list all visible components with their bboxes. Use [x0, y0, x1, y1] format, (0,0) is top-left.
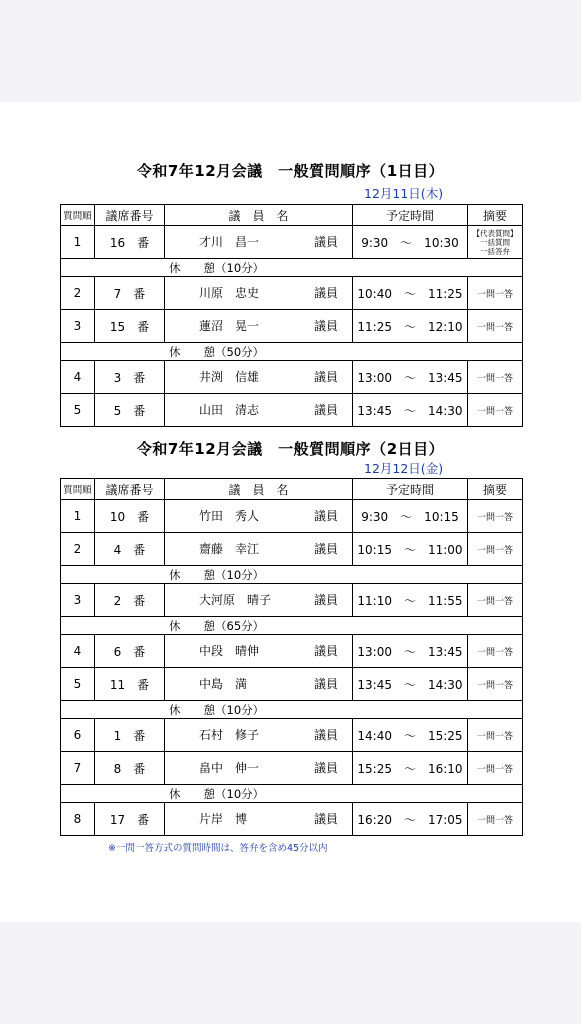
- table-row: [61, 719, 523, 752]
- time-cell: 13:45 〜 14:30: [353, 668, 468, 701]
- member-name: 川原 忠史: [199, 286, 260, 300]
- member-title: 議員: [313, 235, 338, 249]
- seat-cell: 10 番: [95, 500, 165, 533]
- member-title: 議員: [313, 812, 338, 826]
- member-name: 中段 晴伸: [199, 644, 260, 658]
- summary-cell: 一問一答: [468, 803, 523, 836]
- member-name: 畠中 伸一: [199, 761, 260, 775]
- seat-cell: 11 番: [95, 668, 165, 701]
- member-cell: [165, 226, 353, 259]
- member-cell: [165, 752, 353, 785]
- order-cell: 6: [61, 719, 95, 752]
- header-order: 質問順: [61, 205, 95, 226]
- header-summary: 摘要: [468, 205, 523, 226]
- header-seat: 議席番号: [95, 479, 165, 500]
- member-title: 議員: [313, 593, 338, 607]
- member-name: 井渕 信雄: [199, 370, 260, 384]
- seat-cell: 6 番: [95, 635, 165, 668]
- member-title: 議員: [313, 286, 338, 300]
- summary-cell: 【代表質問】 一括質問 一括答弁: [468, 226, 523, 259]
- summary-cell: 一問一答: [468, 361, 523, 394]
- break-row: [61, 701, 523, 719]
- table-row: [61, 752, 523, 785]
- break-row: [61, 785, 523, 803]
- break-row: [61, 259, 523, 277]
- table-row: [61, 394, 523, 427]
- table-row: [61, 310, 523, 343]
- table-row: [61, 668, 523, 701]
- member-cell: [165, 668, 353, 701]
- order-cell: 3: [61, 310, 95, 343]
- seat-cell: 2 番: [95, 584, 165, 617]
- time-cell: 11:10 〜 11:55: [353, 584, 468, 617]
- break-cell: [61, 259, 523, 277]
- member-cell: [165, 719, 353, 752]
- member-title: 議員: [313, 728, 338, 742]
- time-cell: 11:25 〜 12:10: [353, 310, 468, 343]
- member-title: 議員: [313, 370, 338, 384]
- member-title: 議員: [313, 761, 338, 775]
- member-cell: [165, 277, 353, 310]
- member-title: 議員: [313, 644, 338, 658]
- time-cell: 13:00 〜 13:45: [353, 361, 468, 394]
- order-cell: 2: [61, 277, 95, 310]
- break-label: 休 憩（10分）: [169, 786, 265, 801]
- day2-schedule-table: [60, 478, 523, 836]
- summary-cell: 一問一答: [468, 533, 523, 566]
- break-cell: [61, 785, 523, 803]
- time-cell: 13:45 〜 14:30: [353, 394, 468, 427]
- order-cell: 7: [61, 752, 95, 785]
- time-cell: 9:30 〜 10:30: [353, 226, 468, 259]
- member-name: 蓮沼 晃一: [199, 319, 260, 333]
- time-cell: 15:25 〜 16:10: [353, 752, 468, 785]
- break-label: 休 憩（10分）: [169, 702, 265, 717]
- summary-cell: 一問一答: [468, 584, 523, 617]
- summary-cell: 一問一答: [468, 277, 523, 310]
- member-name: 竹田 秀人: [199, 509, 260, 523]
- seat-cell: 5 番: [95, 394, 165, 427]
- break-label: 休 憩（50分）: [169, 344, 265, 359]
- footnote: ※一問一答方式の質問時間は、答弁を含め45分以内: [108, 843, 328, 854]
- break-label: 休 憩（10分）: [169, 567, 265, 582]
- member-name: 中島 満: [199, 677, 248, 691]
- member-title: 議員: [313, 319, 338, 333]
- break-row: [61, 566, 523, 584]
- member-name: 石村 修子: [199, 728, 260, 742]
- member-cell: [165, 584, 353, 617]
- member-cell: [165, 635, 353, 668]
- member-title: 議員: [313, 403, 338, 417]
- member-cell: [165, 500, 353, 533]
- order-cell: 1: [61, 226, 95, 259]
- table-row: [61, 635, 523, 668]
- header-seat: 議席番号: [95, 205, 165, 226]
- break-cell: [61, 343, 523, 361]
- seat-cell: 8 番: [95, 752, 165, 785]
- break-cell: [61, 566, 523, 584]
- member-title: 議員: [313, 509, 338, 523]
- order-cell: 5: [61, 668, 95, 701]
- summary-cell: 一問一答: [468, 310, 523, 343]
- summary-cell: 一問一答: [468, 752, 523, 785]
- order-cell: 2: [61, 533, 95, 566]
- day2-date: 12月12日(金): [364, 461, 444, 476]
- time-cell: 14:40 〜 15:25: [353, 719, 468, 752]
- time-cell: 16:20 〜 17:05: [353, 803, 468, 836]
- table-row: [61, 533, 523, 566]
- time-cell: 10:15 〜 11:00: [353, 533, 468, 566]
- member-name: 齋藤 幸江: [199, 542, 260, 556]
- break-cell: [61, 701, 523, 719]
- member-title: 議員: [313, 677, 338, 691]
- member-name: 大河原 晴子: [199, 593, 272, 607]
- table-row: [61, 361, 523, 394]
- time-cell: 9:30 〜 10:15: [353, 500, 468, 533]
- member-name: 才川 昌一: [199, 235, 260, 249]
- order-cell: 5: [61, 394, 95, 427]
- table-row: [61, 277, 523, 310]
- seat-cell: 15 番: [95, 310, 165, 343]
- summary-cell: 一問一答: [468, 635, 523, 668]
- break-row: [61, 343, 523, 361]
- order-cell: 4: [61, 635, 95, 668]
- time-cell: 13:00 〜 13:45: [353, 635, 468, 668]
- table-header-row: [61, 205, 523, 226]
- summary-cell: 一問一答: [468, 719, 523, 752]
- member-cell: [165, 533, 353, 566]
- seat-cell: 16 番: [95, 226, 165, 259]
- day1-schedule-table: [60, 204, 523, 427]
- member-cell: [165, 803, 353, 836]
- table-row: [61, 803, 523, 836]
- member-cell: [165, 394, 353, 427]
- header-member: 議 員 名: [165, 205, 353, 226]
- break-row: [61, 617, 523, 635]
- member-name: 山田 清志: [199, 403, 260, 417]
- table-header-row: [61, 479, 523, 500]
- seat-cell: 17 番: [95, 803, 165, 836]
- summary-cell: 一問一答: [468, 668, 523, 701]
- table-row: [61, 226, 523, 259]
- member-title: 議員: [313, 542, 338, 556]
- member-cell: [165, 310, 353, 343]
- break-label: 休 憩（65分）: [169, 618, 265, 633]
- time-cell: 10:40 〜 11:25: [353, 277, 468, 310]
- header-order: 質問順: [61, 479, 95, 500]
- seat-cell: 1 番: [95, 719, 165, 752]
- day2-title: 令和7年12月会議 一般質問順序（2日目）: [136, 440, 445, 458]
- member-cell: [165, 361, 353, 394]
- seat-cell: 4 番: [95, 533, 165, 566]
- seat-cell: 7 番: [95, 277, 165, 310]
- break-label: 休 憩（10分）: [169, 260, 265, 275]
- header-time: 予定時間: [353, 479, 468, 500]
- member-name: 片岸 博: [199, 812, 248, 826]
- header-time: 予定時間: [353, 205, 468, 226]
- order-cell: 3: [61, 584, 95, 617]
- header-summary: 摘要: [468, 479, 523, 500]
- break-cell: [61, 617, 523, 635]
- order-cell: 8: [61, 803, 95, 836]
- table-row: [61, 584, 523, 617]
- summary-cell: 一問一答: [468, 500, 523, 533]
- order-cell: 1: [61, 500, 95, 533]
- order-cell: 4: [61, 361, 95, 394]
- table-row: [61, 500, 523, 533]
- seat-cell: 3 番: [95, 361, 165, 394]
- header-member: 議 員 名: [165, 479, 353, 500]
- summary-cell: 一問一答: [468, 394, 523, 427]
- day1-date: 12月11日(木): [364, 186, 444, 201]
- day1-title: 令和7年12月会議 一般質問順序（1日目）: [136, 162, 445, 180]
